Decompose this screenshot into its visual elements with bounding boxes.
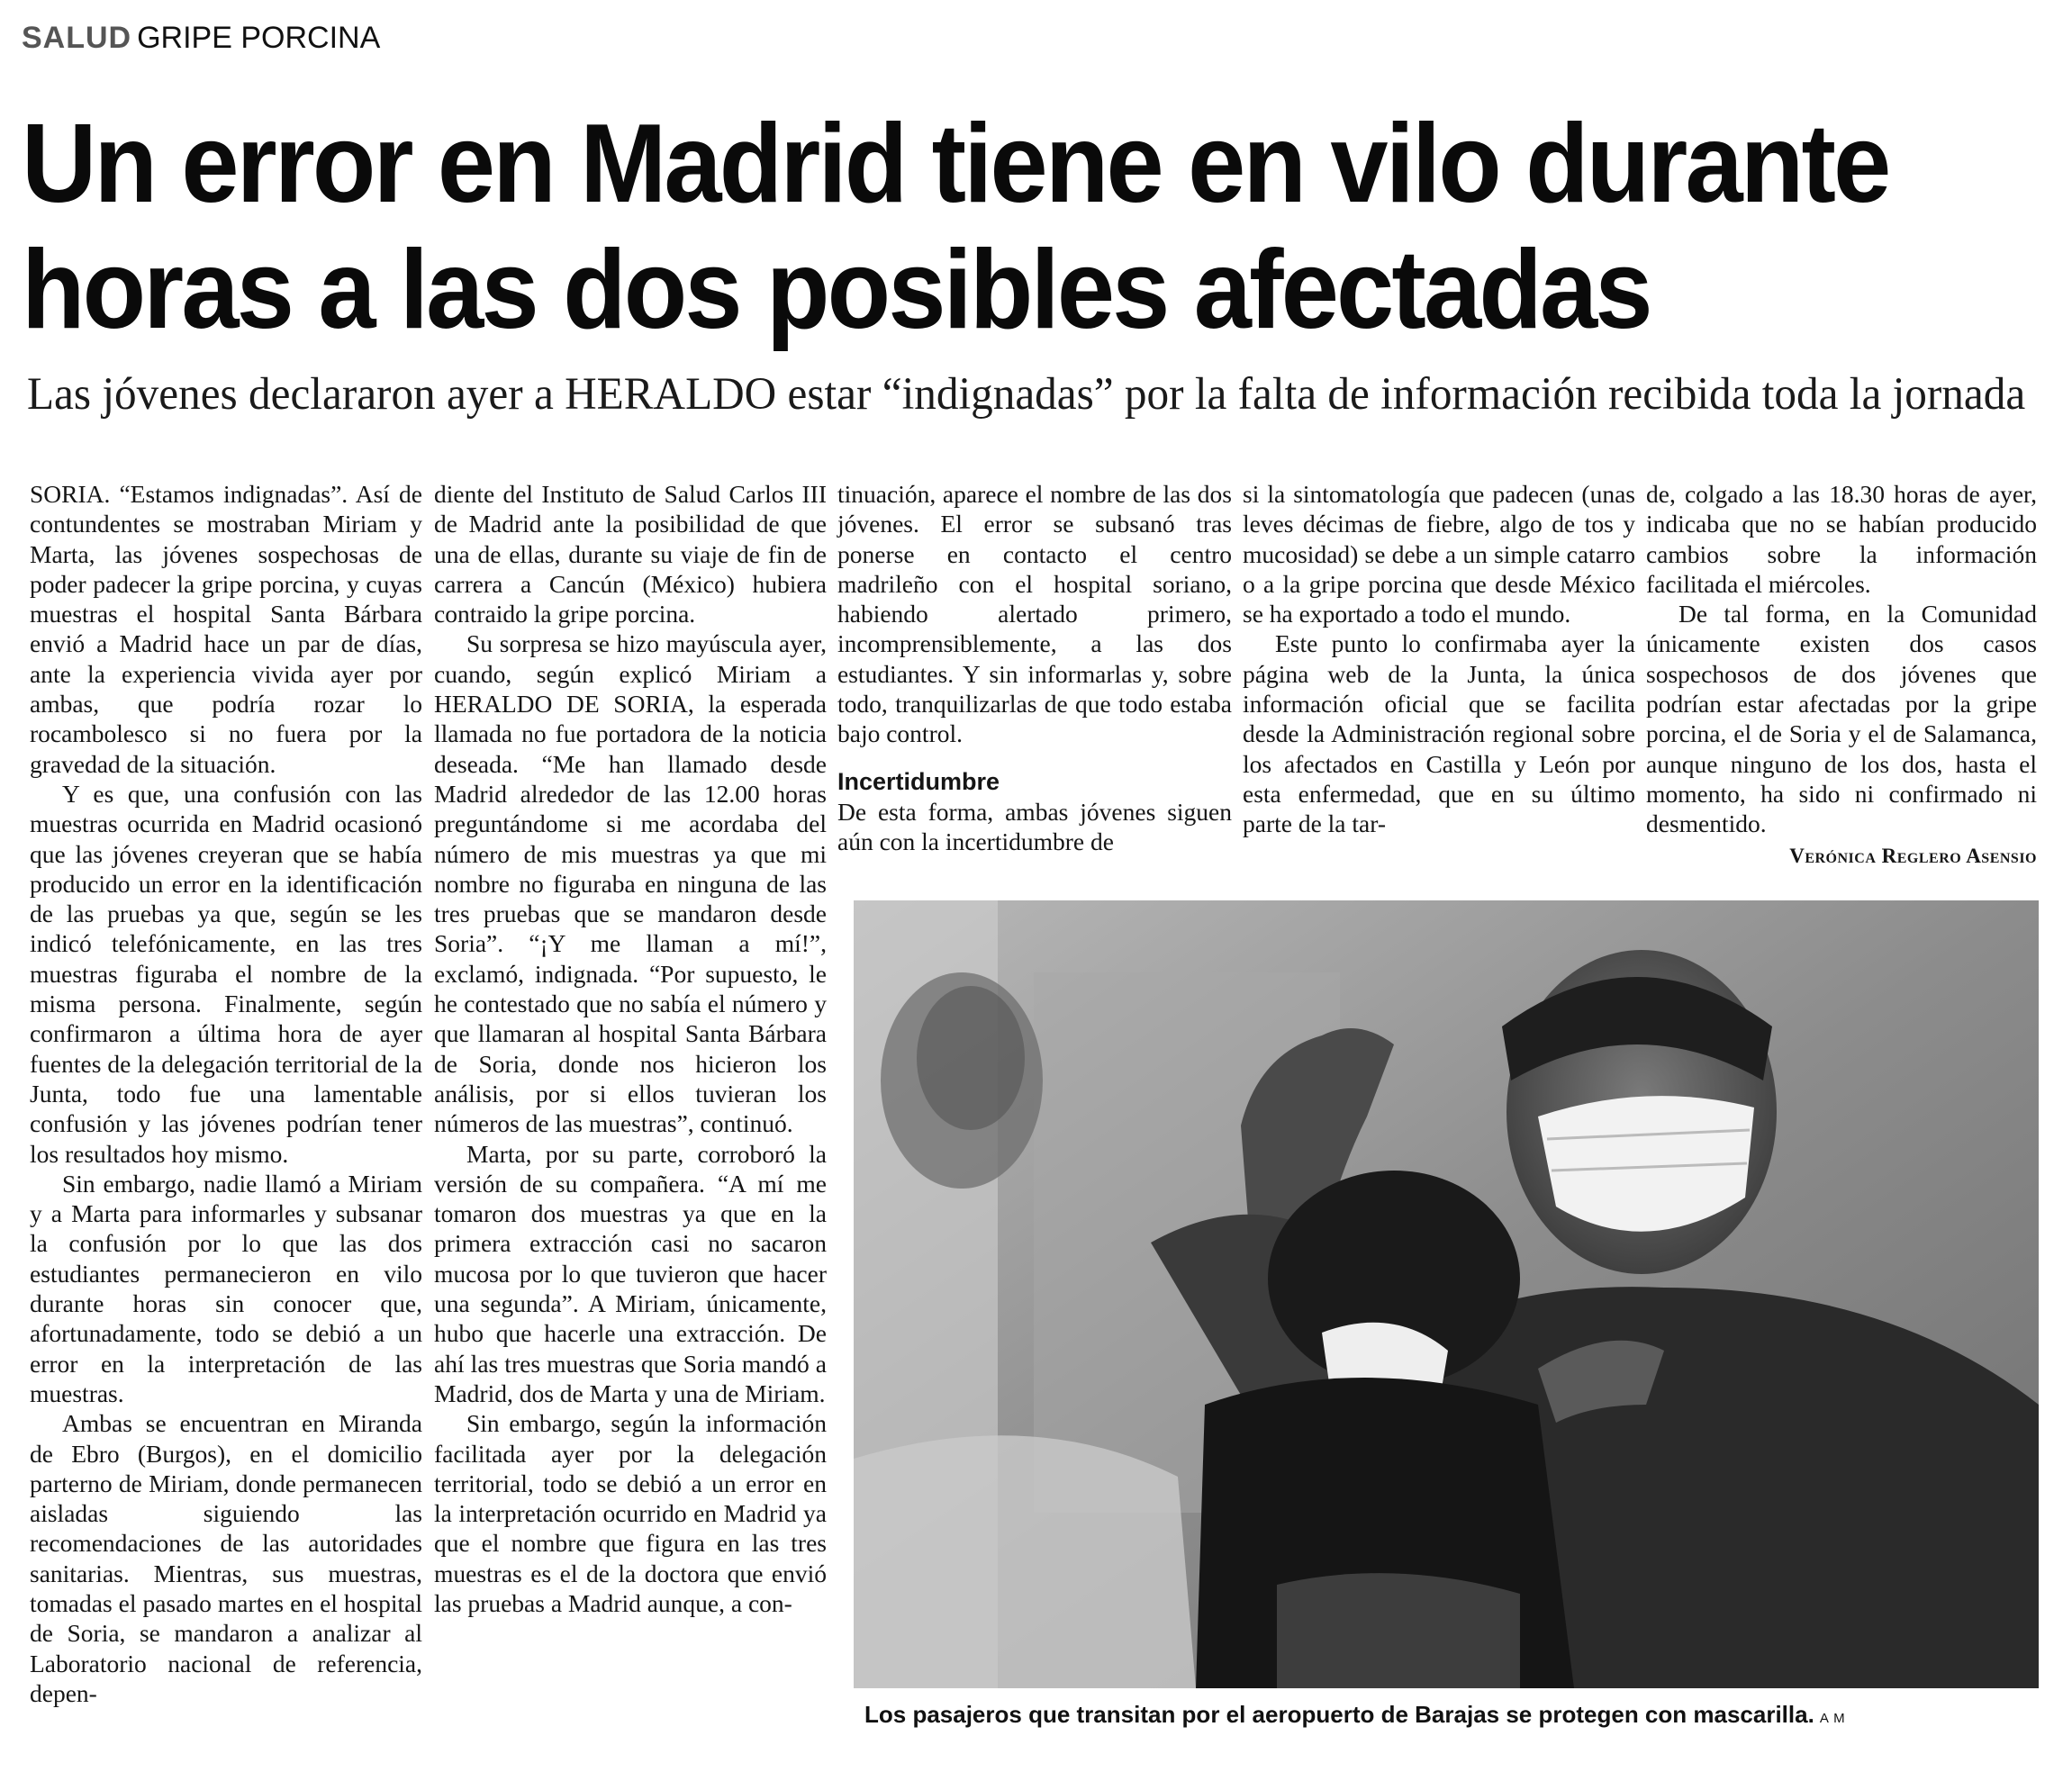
paragraph: Ambas se encuentran en Miranda de Ebro (Burgos), en el domicilio parterno de Miriam, donde permanecen aisladas siguiendo las recomendaciones de las autoridades sanitarias. Mientras, sus muestras, tomadas el pasado martes en el hospital de Soria, se mandaron a analizar al Laboratorio nacional de referencia, depen- [30, 1409, 422, 1707]
paragraph: tinuación, aparece el nombre de las dos jóvenes. El error se subsanó tras ponerse en contacto el centro madrileño con el hospital soriano, habiendo alertado primero, incomprensiblemente, a las dos estudiantes. Y sin informarlas y, sobre todo, tranquilizarlas de que todo estaba bajo control. [837, 480, 1232, 748]
section-subtitle: Incertidumbre [837, 767, 1000, 795]
paragraph: De tal forma, en la Comunidad únicamente existen dos casos sospechosos de dos jóvenes que podrían estar afectadas por la gripe porcina, el de Soria y el de Salamanca, aunque ninguno de los dos, hasta el momento, ha sido ni confirmado ni desmentido. [1646, 600, 2037, 838]
paragraph: de, colgado a las 18.30 horas de ayer, indicaba que no se habían producido cambios sobre la información facilitada el miércoles. [1646, 480, 2037, 598]
headline-line-2: horas a las dos posibles afectadas [22, 228, 1651, 352]
paragraph: Y es que, una confusión con las muestras ocurrida en Madrid ocasionó que las jóvenes creyeran que se había producido un error en la identificación de las pruebas ya que, según se les indicó telefónicamente, en las tres muestras figuraba el nombre de la misma persona. Finalmente, según confirmaron a última hora de ayer fuentes de la delegación territorial de la Junta, todo fue una lamentable confusión y las jóvenes podrían tener los resultados hoy mismo. [30, 779, 422, 1168]
photo-caption [864, 1700, 1846, 1733]
section-label: SALUD [22, 21, 132, 55]
photo-illustration [854, 900, 2039, 1688]
headline [22, 101, 1897, 353]
paragraph: diente del Instituto de Salud Carlos III de Madrid ante la posibilidad de que una de ellas, durante su viaje de fin de carrera a Cancún (México) hubiera contraido la gripe porcina. [434, 480, 827, 628]
article-column-4 [1243, 479, 1635, 839]
paragraph: Este punto lo confirmaba ayer la página web de la Junta, la única información oficial que se facilita desde la Administración regional sobre los afectados en Castilla y León por esta enfermedad, que en su último parte de la tar- [1243, 629, 1635, 838]
paragraph: Sin embargo, nadie llamó a Miriam y a Marta para informarles y subsanar la confusión por lo que las dos estudiantes permanecieron en vilo durante horas sin conocer que, afortunadamente, todo se debió a un error en la interpretación de las muestras. [30, 1169, 422, 1407]
headline-line-1: Un error en Madrid tiene en vilo durante [22, 102, 1889, 226]
news-photo [854, 900, 2039, 1688]
paragraph: De esta forma, ambas jóvenes siguen aún con la incertidumbre de [837, 797, 1232, 855]
byline: Verónica Reglero Asensio [1789, 844, 2037, 867]
photo-credit: A M [1819, 1711, 1846, 1726]
article-column-2 [434, 479, 827, 1618]
article-column-1 [30, 479, 422, 1708]
article-column-3 [837, 479, 1232, 856]
paragraph: Sin embargo, según la información facilitada ayer por la delegación territorial, todo se debió a un error en la interpretación ocurrido en Madrid ya que el nombre que figura en las tres muestras es el de la doctora que envió las pruebas a Madrid aunque, a con- [434, 1409, 827, 1617]
paragraph: si la sintomatología que padecen (unas leves décimas de fiebre, algo de tos y mucosidad) se debe a un simple catarro o a la gripe porcina que desde México se ha exportado a todo el mundo. [1243, 480, 1635, 628]
subheadline: Las jóvenes declararon ayer a HERALDO estar “indignadas” por la falta de información recibida toda la jornada [27, 369, 2026, 420]
paragraph: Su sorpresa se hizo mayúscula ayer, cuando, según explicó Miriam a HERALDO DE SORIA, la esperada llamada no fue portadora de la noticia deseada. “Me han llamado desde Madrid alrededor de las 12.00 horas preguntándome si me acordaba del número de mis muestras ya que mi nombre no figuraba en ninguna de las tres pruebas que se mandaron desde Soria”. “¡Y me llaman a mí!”, exclamó, indignada. “Por supuesto, le he contestado que no sabía el número y que llamaran al hospital Santa Bárbara de Soria, donde nos hicieron los análisis, por si ellos tuvieran los números de las muestras”, continuó. [434, 629, 827, 1138]
paragraph: Marta, por su parte, corroboró la versión de su compañera. “A mí me tomaron dos muestras ya que en la primera extracción casi no sacaron mucosa por lo que tuvieron que hacer una segunda”. A Miriam, únicamente, hubo que hacerle una extracción. De ahí las tres muestras que Soria mandó a Madrid, dos de Marta y una de Miriam. [434, 1139, 827, 1407]
paragraph: SORIA. “Estamos indignadas”. Así de contundentes se mostraban Miriam y Marta, las jóvenes sospechosas de poder padecer la gripe porcina, y cuyas muestras el hospital Santa Bárbara envió a Madrid hace un par de días, ante la experiencia vivida ayer por ambas, que podría rozar lo rocambolesco si no fuera por la gravedad de la situación. [30, 480, 422, 778]
section-topic: GRIPE PORCINA [137, 21, 381, 55]
section-header [22, 20, 380, 56]
article-column-5 [1646, 479, 2037, 871]
caption-text: Los pasajeros que transitan por el aeropuerto de Barajas se protegen con mascarilla. [864, 1701, 1814, 1728]
